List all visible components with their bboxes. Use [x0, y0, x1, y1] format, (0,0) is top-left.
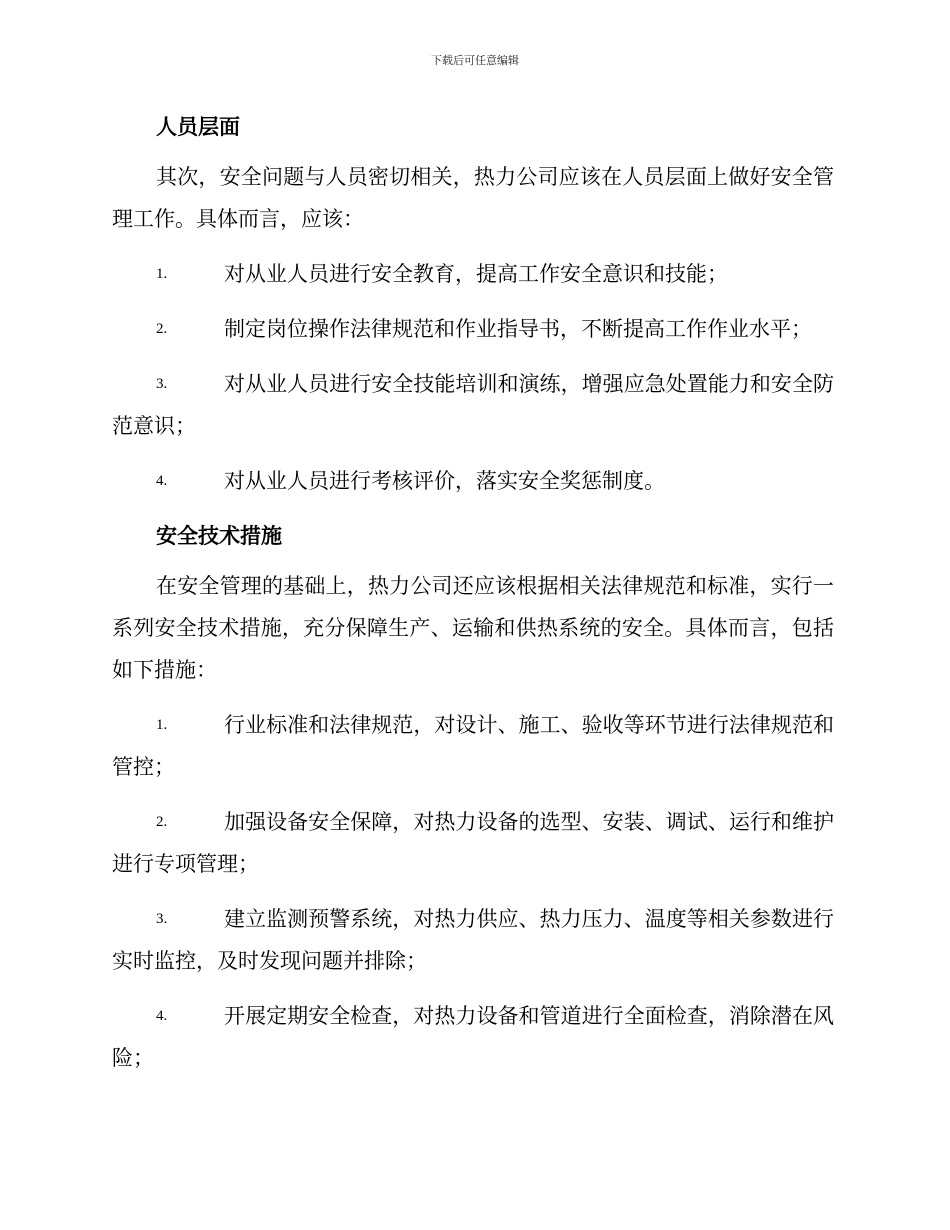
- document-body: [112, 106, 834, 1092]
- list-text: 开展定期安全检查，对热力设备和管道进行全面检查，消除潜在风险；: [112, 1004, 834, 1070]
- list-text: 行业标准和法律规范，对设计、施工、验收等环节进行法律规范和管控；: [112, 713, 834, 779]
- list-text: 对从业人员进行安全技能培训和演练，增强应急处置能力和安全防范意识；: [112, 372, 834, 438]
- list-number: 2.: [156, 321, 168, 337]
- section-intro: 在安全管理的基础上，热力公司还应该根据相关法律规范和标准，实行一系列安全技术措施，充分保障生产、运输和供热系统的安全。具体而言，包括如下措施：: [112, 574, 834, 682]
- list-number: 2.: [156, 814, 168, 830]
- list-item: [112, 801, 834, 885]
- list-item: [112, 363, 834, 447]
- list-item: [112, 995, 834, 1079]
- section-heading: 人员层面: [156, 114, 240, 139]
- list-number: 1.: [156, 717, 168, 733]
- section-intro: 其次，安全问题与人员密切相关，热力公司应该在人员层面上做好安全管理工作。具体而言，应该：: [112, 165, 834, 231]
- list-text: 建立监测预警系统，对热力供应、热力压力、温度等相关参数进行实时监控，及时发现问题并排除；: [112, 907, 834, 973]
- list-item: [112, 898, 834, 982]
- list-text: 对从业人员进行安全教育，提高工作安全意识和技能；: [224, 262, 728, 286]
- list-item: [112, 253, 834, 295]
- list-text: 对从业人员进行考核评价，落实安全奖惩制度。: [224, 469, 665, 493]
- list-number: 1.: [156, 266, 168, 282]
- list-number: 4.: [156, 473, 168, 489]
- page-header: 下载后可任意编辑: [431, 54, 519, 67]
- list-text: 加强设备安全保障，对热力设备的选型、安装、调试、运行和维护进行专项管理；: [112, 810, 834, 876]
- section-personnel: [112, 106, 834, 502]
- section-heading: 安全技术措施: [156, 523, 282, 548]
- section-safety-technical-measures: [112, 515, 834, 1079]
- list-item: [112, 460, 834, 502]
- list-number: 3.: [156, 911, 168, 927]
- list-number: 4.: [156, 1008, 168, 1024]
- list-number: 3.: [156, 376, 168, 392]
- list-item: [112, 704, 834, 788]
- list-item: [112, 308, 834, 350]
- list-text: 制定岗位操作法律规范和作业指导书，不断提高工作作业水平；: [224, 317, 812, 341]
